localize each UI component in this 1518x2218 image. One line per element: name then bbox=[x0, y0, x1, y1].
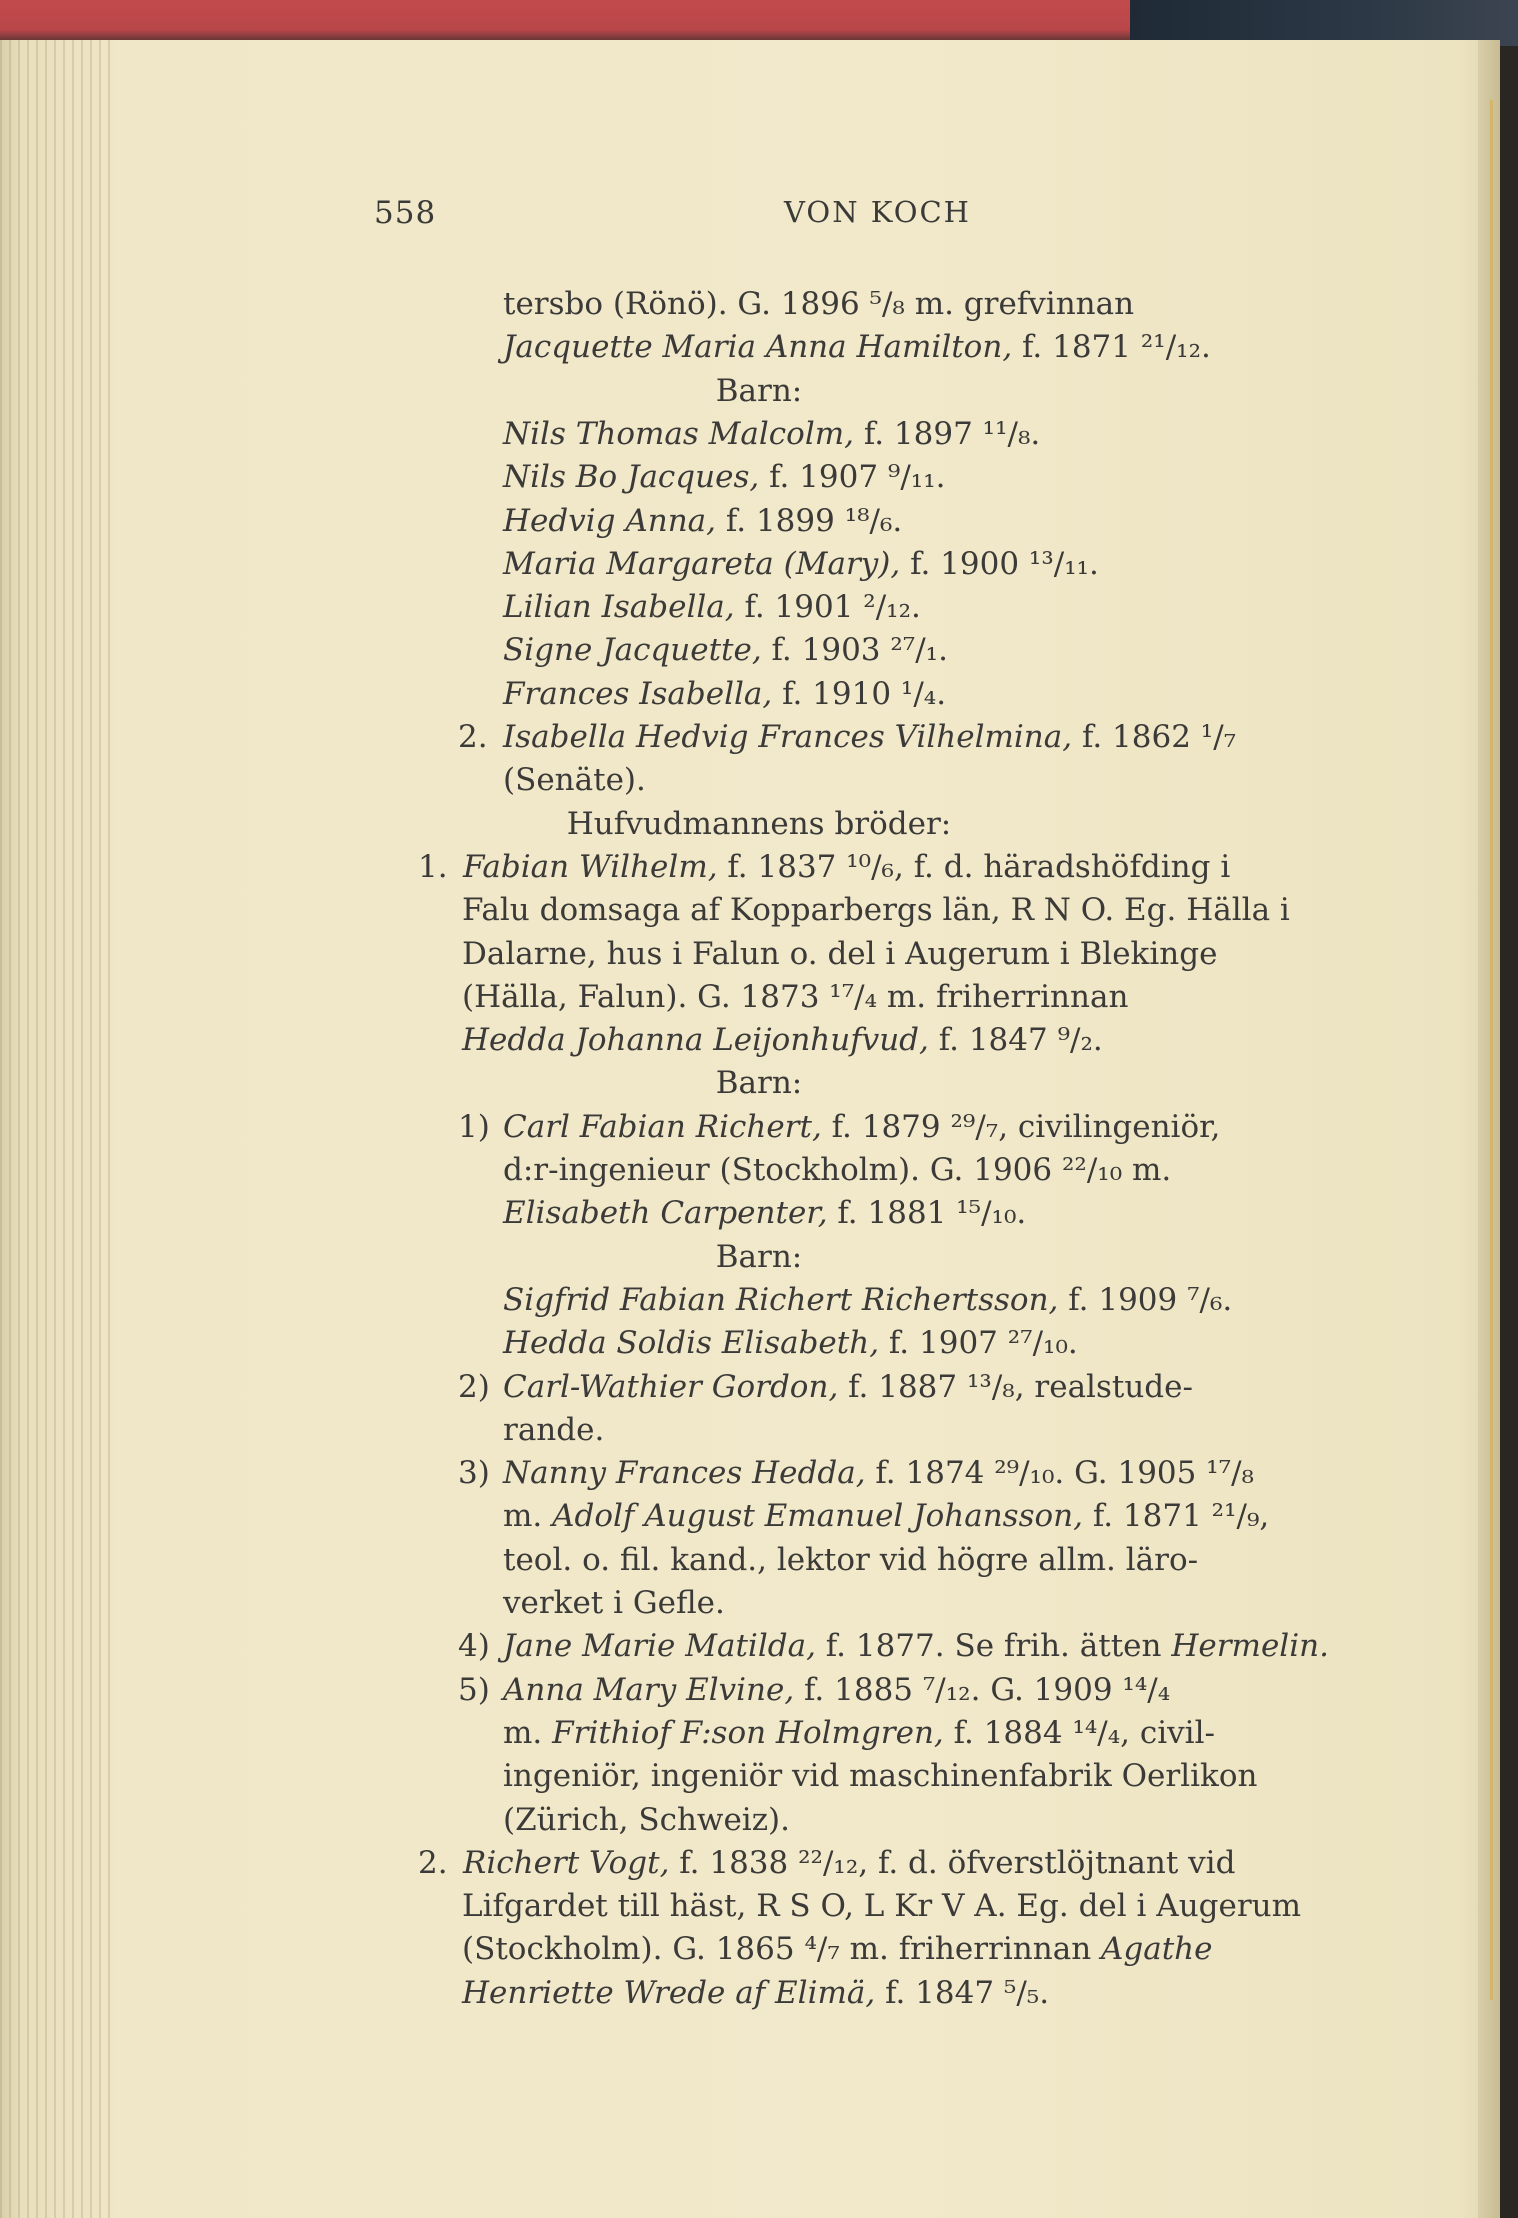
text-run: (Hälla, Falun). G. 1873 ¹⁷/₄ m. friherrinnan bbox=[462, 979, 1129, 1015]
name-italic: Hermelin. bbox=[1171, 1628, 1329, 1664]
name-italic: Jacquette Maria Anna Hamilton, bbox=[503, 329, 1013, 365]
text-run: (Stockholm). G. 1865 ⁴/₇ m. friherrinnan bbox=[462, 1931, 1102, 1967]
text-run: Barn: bbox=[715, 1065, 803, 1101]
text-line bbox=[503, 327, 1211, 367]
text-run: f. 1909 ⁷/₆. bbox=[1058, 1282, 1233, 1318]
name-italic: Carl-Wathier Gordon, bbox=[503, 1369, 839, 1405]
text-run: Hufvudmannens bröder: bbox=[566, 806, 952, 842]
name-italic: Isabella Hedvig Frances Vilhelmina, bbox=[503, 719, 1073, 755]
text-line bbox=[503, 1150, 1171, 1190]
text-run: f. 1847 ⁹/₂. bbox=[928, 1022, 1103, 1058]
name-italic: Anna Mary Elvine, bbox=[503, 1672, 795, 1708]
text-run: f. 1903 ²⁷/₁. bbox=[761, 632, 948, 668]
name-italic: Frances Isabella, bbox=[503, 676, 773, 712]
entry-text bbox=[503, 1367, 1193, 1407]
text-run: Falu domsaga af Kopparbergs län, R N O. Eg. Hälla i bbox=[462, 892, 1290, 928]
text-run: f. 1897 ¹¹/₈. bbox=[854, 416, 1041, 452]
text-line bbox=[0, 1063, 1518, 1103]
entry-number: 2) bbox=[458, 1369, 490, 1405]
text-line bbox=[503, 457, 945, 497]
name-italic: Henriette Wrede af Elimä, bbox=[462, 1975, 876, 2011]
text-line bbox=[503, 544, 1099, 584]
text-line bbox=[0, 804, 1518, 844]
name-italic: Fabian Wilhelm, bbox=[463, 849, 718, 885]
text-run: f. 1901 ²/₁₂. bbox=[734, 589, 921, 625]
name-italic: Nanny Frances Hedda, bbox=[503, 1455, 866, 1491]
text-line bbox=[462, 1973, 1049, 2013]
entry-text bbox=[503, 1670, 1170, 1710]
text-run: f. 1881 ¹⁵/₁₀. bbox=[827, 1195, 1027, 1231]
entry-number: 2. bbox=[458, 719, 488, 755]
name-italic: Frithiof F:son Holmgren, bbox=[552, 1715, 944, 1751]
text-run: f. 1885 ⁷/₁₂. G. 1909 ¹⁴/₄ bbox=[794, 1672, 1171, 1708]
text-run: f. 1900 ¹³/₁₁. bbox=[900, 546, 1099, 582]
text-line bbox=[462, 1929, 1213, 1969]
text-run: rande. bbox=[503, 1412, 605, 1448]
entry-number: 3) bbox=[458, 1455, 490, 1491]
text-line bbox=[503, 1496, 1269, 1536]
text-run: Barn: bbox=[715, 373, 803, 409]
text-line bbox=[0, 371, 1518, 411]
text-line bbox=[503, 630, 948, 670]
text-run: f. 1874 ²⁹/₁₀. G. 1905 ¹⁷/₈ bbox=[865, 1455, 1254, 1491]
text-run: f. 1899 ¹⁸/₆. bbox=[716, 503, 903, 539]
text-line bbox=[503, 587, 921, 627]
text-run: f. 1837 ¹⁰/₆, f. d. häradshöfding i bbox=[717, 849, 1231, 885]
text-run: f. 1884 ¹⁴/₄, civil- bbox=[943, 1715, 1215, 1751]
text-run: f. 1887 ¹³/₈, realstude- bbox=[838, 1369, 1193, 1405]
text-run: f. 1871 ²¹/₁₂. bbox=[1012, 329, 1211, 365]
text-run: Lifgardet till häst, R S O, L Kr V A. Eg. del i Augerum bbox=[462, 1888, 1302, 1924]
name-italic: Hedvig Anna, bbox=[503, 503, 717, 539]
text-line bbox=[503, 1800, 790, 1840]
name-italic: Signe Jacquette, bbox=[503, 632, 762, 668]
name-italic: Maria Margareta (Mary), bbox=[503, 546, 901, 582]
name-italic: Hedda Johanna Leijonhufvud, bbox=[462, 1022, 929, 1058]
text-run: m. bbox=[503, 1498, 553, 1534]
text-line bbox=[503, 501, 902, 541]
text-run: m. bbox=[503, 1715, 553, 1751]
entry-text bbox=[463, 1843, 1235, 1883]
running-head: VON KOCH bbox=[784, 195, 971, 229]
text-run: f. 1910 ¹/₄. bbox=[772, 676, 947, 712]
text-line bbox=[503, 760, 646, 800]
text-run: (Senäte). bbox=[503, 762, 646, 798]
name-italic: Lilian Isabella, bbox=[503, 589, 735, 625]
text-line bbox=[503, 1410, 604, 1450]
text-line bbox=[462, 1020, 1103, 1060]
text-run: f. 1907 ⁹/₁₁. bbox=[759, 459, 946, 495]
text-line bbox=[503, 1540, 1198, 1580]
text-run: f. 1877. Se frih. ätten bbox=[815, 1628, 1172, 1664]
entry-number: 5) bbox=[458, 1672, 490, 1708]
entry-text bbox=[503, 1626, 1329, 1666]
name-italic: Carl Fabian Richert, bbox=[503, 1109, 822, 1145]
text-run: Dalarne, hus i Falun o. del i Augerum i Blekinge bbox=[462, 936, 1218, 972]
text-line bbox=[503, 414, 1040, 454]
entry-number: 4) bbox=[458, 1628, 490, 1664]
entry-number: 2. bbox=[418, 1845, 448, 1881]
name-italic: Nils Thomas Malcolm, bbox=[503, 416, 854, 452]
entry-text bbox=[503, 1107, 1220, 1147]
page-stack-edge bbox=[0, 40, 110, 2218]
text-line bbox=[0, 1237, 1518, 1277]
text-line bbox=[462, 890, 1290, 930]
text-run: f. 1847 ⁵/₅. bbox=[875, 1975, 1050, 2011]
name-italic: Agathe bbox=[1101, 1931, 1213, 1967]
text-line bbox=[503, 1280, 1232, 1320]
name-italic: Richert Vogt, bbox=[463, 1845, 670, 1881]
entry-number: 1. bbox=[418, 849, 448, 885]
entry-number: 1) bbox=[458, 1109, 490, 1145]
text-line bbox=[462, 1886, 1301, 1926]
text-line bbox=[503, 1583, 725, 1623]
page-gutter bbox=[1478, 40, 1500, 2218]
text-line bbox=[503, 1323, 1078, 1363]
text-line bbox=[503, 1193, 1026, 1233]
entry-text bbox=[463, 847, 1230, 887]
text-run: f. 1907 ²⁷/₁₀. bbox=[879, 1325, 1078, 1361]
text-run: d:r-ingenieur (Stockholm). G. 1906 ²²/₁₀ m. bbox=[503, 1152, 1172, 1188]
text-run: f. 1871 ²¹/₉, bbox=[1082, 1498, 1270, 1534]
entry-text bbox=[503, 1453, 1254, 1493]
name-italic: Jane Marie Matilda, bbox=[503, 1628, 816, 1664]
text-run: teol. o. fil. kand., lektor vid högre allm. läro- bbox=[503, 1542, 1199, 1578]
text-run: Barn: bbox=[715, 1239, 803, 1275]
name-italic: Elisabeth Carpenter, bbox=[503, 1195, 828, 1231]
name-italic: Sigfrid Fabian Richert Richertsson, bbox=[503, 1282, 1059, 1318]
text-line bbox=[503, 674, 946, 714]
text-run: ingeniör, ingeniör vid maschinenfabrik Oerlikon bbox=[503, 1758, 1258, 1794]
text-line bbox=[503, 284, 1134, 324]
text-line bbox=[462, 977, 1128, 1017]
name-italic: Hedda Soldis Elisabeth, bbox=[503, 1325, 880, 1361]
page-header bbox=[0, 195, 1518, 235]
text-run: f. 1879 ²⁹/₇, civilingeniör, bbox=[821, 1109, 1221, 1145]
text-run: f. 1838 ²²/₁₂, f. d. öfverstlöjtnant vid bbox=[669, 1845, 1236, 1881]
name-italic: Nils Bo Jacques, bbox=[503, 459, 760, 495]
page-number: 558 bbox=[374, 195, 437, 231]
text-run: (Zürich, Schweiz). bbox=[503, 1802, 791, 1838]
name-italic: Adolf August Emanuel Johansson, bbox=[552, 1498, 1083, 1534]
text-line bbox=[462, 934, 1217, 974]
text-line bbox=[503, 1756, 1257, 1796]
entry-text bbox=[503, 717, 1236, 757]
text-run: f. 1862 ¹/₇ bbox=[1072, 719, 1237, 755]
text-line bbox=[503, 1713, 1215, 1753]
text-run: tersbo (Rönö). G. 1896 ⁵/₈ m. grefvinnan bbox=[503, 286, 1135, 322]
text-run: verket i Gefle. bbox=[503, 1585, 725, 1621]
